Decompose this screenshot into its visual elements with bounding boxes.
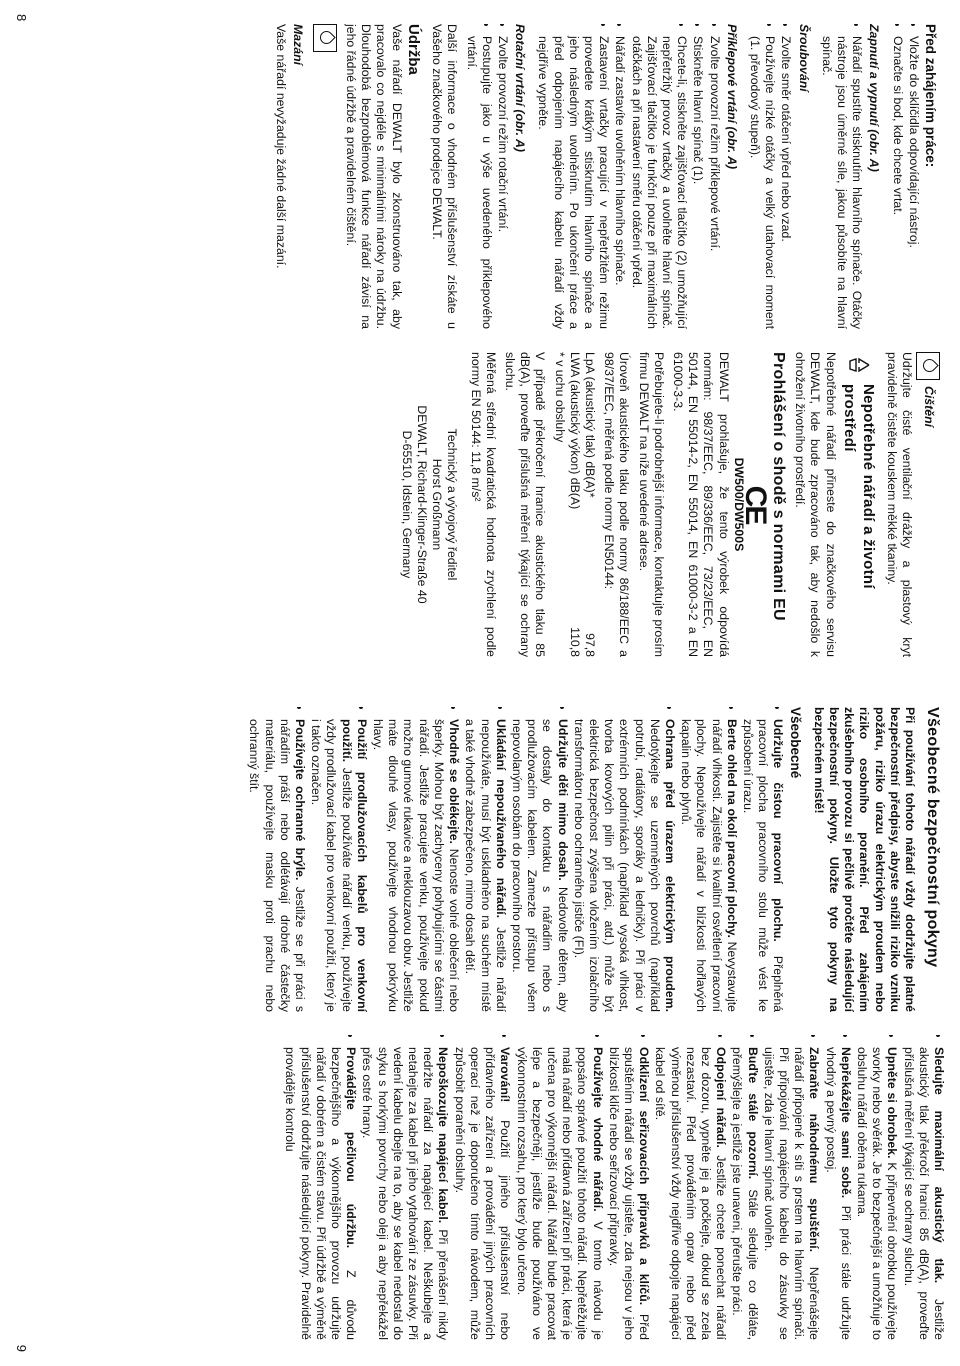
list-item (282, 1047, 358, 1340)
accessories-note: Další informace o vhodném příslušenství získáte u Vašeho značkového prodejce DEWALT. (430, 24, 460, 329)
list-item (652, 1047, 728, 1340)
environment-text: Nepotřebné nářadí přineste do značkového servisu DEWALT, kde bude zpracováno tak, aby nedošlo k ohrožení životního prostředí. (793, 352, 838, 657)
item-heading: Používejte ochranné brýle. (293, 719, 308, 881)
item-text: K připevnění obrobku používejte svorky nebo svěrák. Je to bezpečnější a umožňuje to obsluhu nářadí oběma rukama. (854, 1047, 900, 1340)
declaration-text: DEWALT prohlašuje, že tento výrobek odpovídá normám: 98/37/EEC, 89/336/EEC, 73/23/EEC, EN 50144, EN 55014-2, EN 55014, EN 61000-3-2 a EN 61000-3-3. (670, 352, 731, 657)
heading-maintenance: Údržba (404, 24, 422, 75)
list-item (509, 719, 570, 1012)
item-heading: Sledujte maximální akustický tlak. (932, 1047, 946, 1284)
list-item (729, 1047, 759, 1340)
list-item: • Používejte nízké otáčky a velký utahovací moment (1. převodový stupeň). (747, 36, 777, 329)
list-item (513, 1047, 604, 1340)
list-item (462, 719, 508, 1012)
item-heading: Zabraňte náhodnému spuštění. (807, 1047, 822, 1253)
noise-text: Úroveň akustického tlaku podle normy 86/188/EEC a 98/37/EEC, měřená podle normy EN50144: (602, 352, 632, 657)
item-text: Jestliže používáte nářadí venku, používejte vždy prodlužovací kabel pro venkovní použití, který je i takto označen. (309, 719, 354, 1012)
before-work-list (889, 24, 920, 329)
signature-block (399, 352, 460, 657)
signer-title: Technický a vývojový ředitel (445, 428, 460, 581)
list-item (308, 719, 369, 1012)
item-text: Přeplněná pracovní plocha pracovního stolu může vést ke způsobení úrazu. (740, 719, 786, 1012)
list-item (571, 719, 677, 1012)
list-item (359, 1047, 450, 1340)
lubrication-text: Vaše nářadí nevyžaduje žádné další mazání. (273, 24, 288, 269)
item-heading: Udržujte děti mimo dosah. (555, 719, 570, 881)
item-text: Při přenášení nikdy nedržte nářadí za napájecí kabel. Neškubejte a netahejte za kabel při jeho vytahování ze zásuvky. Při vedení kabelu dbejte na to, aby se kabel nedostal do styku s horkými povrchy nebo oleji a aby nepřekážel přes ostré hrany. (360, 1047, 451, 1340)
list-item (452, 1047, 513, 1340)
item-heading: Odklizení seřizovacích přípravků a klíčů. (637, 1047, 652, 1306)
item-heading: Varování! (498, 1047, 513, 1103)
item-text: Jestliže akustický tlak překročí hranici 85 dB(A), proveďte příslušná měření týkající se ochrany sluchu. (901, 1047, 946, 1340)
maintenance-text: Vaše nářadí DEWALT bylo zkonstruováno tak, aby pracovalo co nejdéle s minimálními nároky na údržbu. Dlouhodobá bezproblémová funkce nářadí závisí na jeho řádné údržbě a pravidelném čištění. (344, 24, 404, 329)
lpa-label: LpA (akustický tlak) dB(A)* (582, 352, 597, 498)
recycle-icon (846, 352, 872, 378)
ear-note: * v uchu obsluhy (552, 352, 567, 443)
item-text: Jestliže se při práci s nářadím práší nebo odlétávají drobné částečky materiálu, používejte masku proti prachu nebo ochranný štít. (247, 719, 308, 1012)
vibration-text: Měřená střední kvadratická hodnota zrychlení podle normy EN 50144: 11,8 m/s² (468, 352, 498, 657)
list-item: • Zastavení vrtačky pracující v nepřetržitém režimu provedete krátkým stisknutím hlavního spínače a jeho následným uvolněním. Po ukončení práce a před odpojením napájecího kabelu nářadí vždy nejdříve vypněte. (535, 36, 611, 329)
contact-text: Potřebujete-li podrobnější informace, kontaktujte prosím firmu DEWALT na níže uvedené adrese. (636, 352, 666, 657)
item-text: Použití jiného příslušenství nebo přídavného zařízení a provádění jiných pracovních operací než je doporučeno tímto návodem, může způsobit poranění obsluhy. (452, 1047, 513, 1340)
list-item: • Postupujte jako u výše uvedeného příklepového vrtání. (463, 36, 493, 329)
model-number: DW500/DW500S (731, 457, 746, 552)
list-item (370, 719, 461, 1012)
oil-drop-icon (313, 24, 337, 52)
item-text: Jestliže nářadí nepoužíváte, musí být uskladněno na suchém místě a také vhodně zabezpečeno, mimo dosah dětí. (463, 719, 508, 1012)
cleaning-text: Udržujte čisté ventilační drážky a plastový kryt pravidelně čistěte kouskem měkké tkaniny. (884, 352, 914, 657)
company-city: D-65510, Idstein, Germany (399, 430, 414, 579)
rotary-drilling-list (463, 24, 510, 329)
page-9 (0, 683, 960, 1366)
item-text: Nevystavujte nářadí vlhkosti. Zajistěte si kvalitní osvětlení pracovní plochy. Nepoužívejte nářadí v blízkosti hořlavých kapalin nebo plynů. (679, 719, 739, 1012)
list-item (761, 1047, 822, 1340)
item-text: Z důvodu bezpečnějšího a výkonnějšího provozu udržujte nářadí v dobrém a čistém stavu. Při údržbě a výměně příslušenství dodržujte následující pokyny. Pravidelně provádějte kontrolu (283, 1047, 359, 1340)
item-heading: Použití prodlužovacích kabelů pro venkovní použití. (339, 719, 369, 1012)
item-heading: Berte ohled na okolí pracovní plochy. (724, 719, 739, 938)
lwa-value: 110,8 (567, 627, 582, 657)
list-item: • Označte si bod, kde chcete vrtat. (889, 36, 904, 329)
heading-lubrication: Mazání (290, 24, 305, 65)
heading-switch: Zapnutí a vypnutí (obr. A) (867, 24, 882, 172)
list-item (900, 1047, 946, 1340)
hammer-drilling-list (535, 24, 721, 329)
list-item: • Zvolte provozní režim rotační vrtání. (495, 36, 510, 329)
item-text: Před spuštěním nářadí se vždy ujistěte, zda nejsou v jeho blízkosti klíče nebo seřizovací přípravky. (606, 1047, 652, 1340)
item-text: Nedovolte dětem, aby se dostaly do kontaktu s nářadím nebo s prodlužovacím kabelem. Zamezte přístupu všem nepovolaným osobám do pracovního prostoru. (509, 719, 570, 1012)
item-heading: Nepoškozujte napájecí kabel. (436, 1047, 451, 1224)
heading-hammer-drilling: Příklepové vrtání (obr. A) (724, 24, 739, 170)
noise-limit-text: V případě překročení hranice akustického tlaku 85 dB(A), proveďte příslušná měření týkající se ochrany sluchu. (502, 352, 548, 657)
list-item: • Zvolte směr otáčení vpřed nebo vzad. (778, 36, 793, 329)
safety-intro: Při používání tohoto nářadí vždy dodržujte platné bezpečnostní předpisy, abyste snížili riziko vzniku požáru, riziko úrazu elektrickým proudem nebo riziko osobního poranění. Před zahájením zkušebního provozu si pečlivě pročtěte následující bezpečnostní pokyny. Uložte tyto pokyny na bezpečném místě! (811, 707, 917, 1012)
item-text: Při práci stále udržujte vhodný a pevný postoj. (823, 1047, 853, 1340)
heading-general: Všeobecné (787, 707, 803, 779)
switch-list (819, 24, 865, 329)
heading-cleaning: Čištění (921, 386, 936, 427)
list-item (740, 719, 786, 1012)
lwa-label: LWA (akustický výkon) dB(A) (567, 352, 582, 510)
cleaning-row (916, 352, 940, 657)
list-item: • Chcete-li, stiskněte zajišťovací tlačítko (2) umožňující nepřetržitý provoz vrtačky a uvolněte hlavní spínač. Zajišťovací tlačítko je funkční pouze při maximálních otáčkách a při nastavení směru otáčení vpřed. (628, 36, 689, 329)
heading-rotary-drilling: Rotační vrtání (obr. A) (513, 24, 528, 152)
list-item: • Zvolte provozní režim příklepové vrtání. (706, 36, 721, 329)
ce-mark: CE (738, 485, 772, 524)
item-text: Nepřenášejte nářadí připojené k síti s prstem na hlavním spínači. Při připojování napájecího kabelu do zásuvky se ujistěte, zda je hlavní spínač uvolněn. (761, 1047, 822, 1340)
page-8-column-2 (66, 352, 946, 657)
item-heading: Provádějte pečlivou údržbu. (344, 1047, 359, 1249)
heading-environment: Nepotřebné nářadí a životní prostředí (840, 384, 877, 589)
list-item (822, 1047, 852, 1340)
safety-list-2 (282, 1035, 946, 1340)
list-item: • Nářadí zastavíte uvolněním hlavního spínače. (612, 36, 627, 329)
item-heading: Ochrana před úrazem elektrickým proudem. (662, 719, 677, 1012)
item-heading: Používejte vhodné nářadí. (590, 1047, 605, 1212)
lubrication-row (313, 24, 337, 329)
list-item: • Stiskněte hlavní spínač (1). (690, 36, 705, 329)
list-item (246, 719, 307, 1012)
item-text: Nedotýkejte se uzemněných povrchů (například potrubí, radiátory, sporáky a ledničky). Při práci v extrémních podmínkách (například vysoká vlhkost, tvorba kovových pilin při práci, atd.) může být elektrická bezpečnost zvýšena vložením izolačního transformátoru nebo ochranného jističe (FI). (571, 719, 662, 1012)
list-item (854, 1047, 900, 1340)
item-heading: Buďte stále pozorní. (745, 1047, 760, 1180)
heading-safety: Všeobecné bezpečnostní pokyny (924, 707, 941, 968)
item-heading: Udržujte čistou pracovní plochu. (771, 719, 786, 942)
page-number: 9 (14, 1344, 29, 1352)
lpa-value: 97,8 (582, 633, 597, 657)
heading-before-work: Před zahájením práce: (923, 24, 938, 168)
page-8-column-1 (66, 24, 946, 329)
list-item (678, 719, 739, 1012)
item-heading: Upněte si obrobek. (885, 1047, 900, 1159)
item-heading: Ukládání nepoužívaného nářadí. (493, 719, 508, 919)
list-item: • Vložte do sklíčidla odpovídající nástroj. (906, 36, 921, 329)
item-text: Nenoste volné oblečení nebo šperky. Mohou být zachyceny pohybujícími se částmi nářadí. Jestliže pracujete venku, používejte pokud možno gumové rukavice a neklouzavou obuv. Jestliže máte dlouhé vlasy, používejte vhodnou pokrývku hlavy. (371, 719, 462, 1012)
item-text: V tomto návodu je popsáno správné použití tohoto nářadí. Nepřetěžujte malá nářadí nebo přídavná zařízení při práci, která je určena pro výkonnější nářadí. Nářadí bude pracovat lépe a bezpečněji, jestliže bude používáno ve výkonnostním rozsahu, pro který bylo určeno. (514, 1047, 605, 1340)
page-9-column-1 (66, 707, 946, 1012)
screwdriving-list (747, 24, 794, 329)
item-text: Stále sledujte co děláte, přemýšlejte a jestliže jste unaveni, přerušte práci. (730, 1047, 760, 1340)
signer-name: Horst Großmann (430, 458, 445, 551)
cleaning-icon (916, 352, 940, 380)
safety-list-1 (246, 707, 785, 1012)
item-heading: Odpojení nářadí. (714, 1047, 729, 1148)
environment-row (840, 352, 878, 657)
page-number: 8 (14, 14, 29, 22)
item-heading: Nepřekážejte sami sobě. (838, 1047, 853, 1199)
list-item: • Nářadí spustíte stisknutím hlavního spínače. Otáčky nástroje jsou úměrné síle, jakou působíte na hlavní spínač. (819, 36, 865, 329)
page-9-column-2 (66, 1035, 946, 1340)
heading-declaration: Prohlášení o shodě s normami EU (769, 352, 787, 621)
heading-screwdriving: Šroubování (796, 24, 811, 92)
item-text: Jestliže chcete ponechat nářadí bez dozoru, vypněte jej a počkejte, dokud se zcela nezastaví. Před prováděním oprav nebo před výměnou příslušenství vždy nejdříve odpojte napájecí kabel od sítě. (653, 1047, 729, 1340)
noise-table (567, 352, 597, 657)
item-heading: Vhodně se oblékejte. (447, 719, 462, 844)
company-address: DEWALT, Richard-Klinger-Straße 40 (414, 405, 429, 604)
list-item (606, 1047, 652, 1340)
